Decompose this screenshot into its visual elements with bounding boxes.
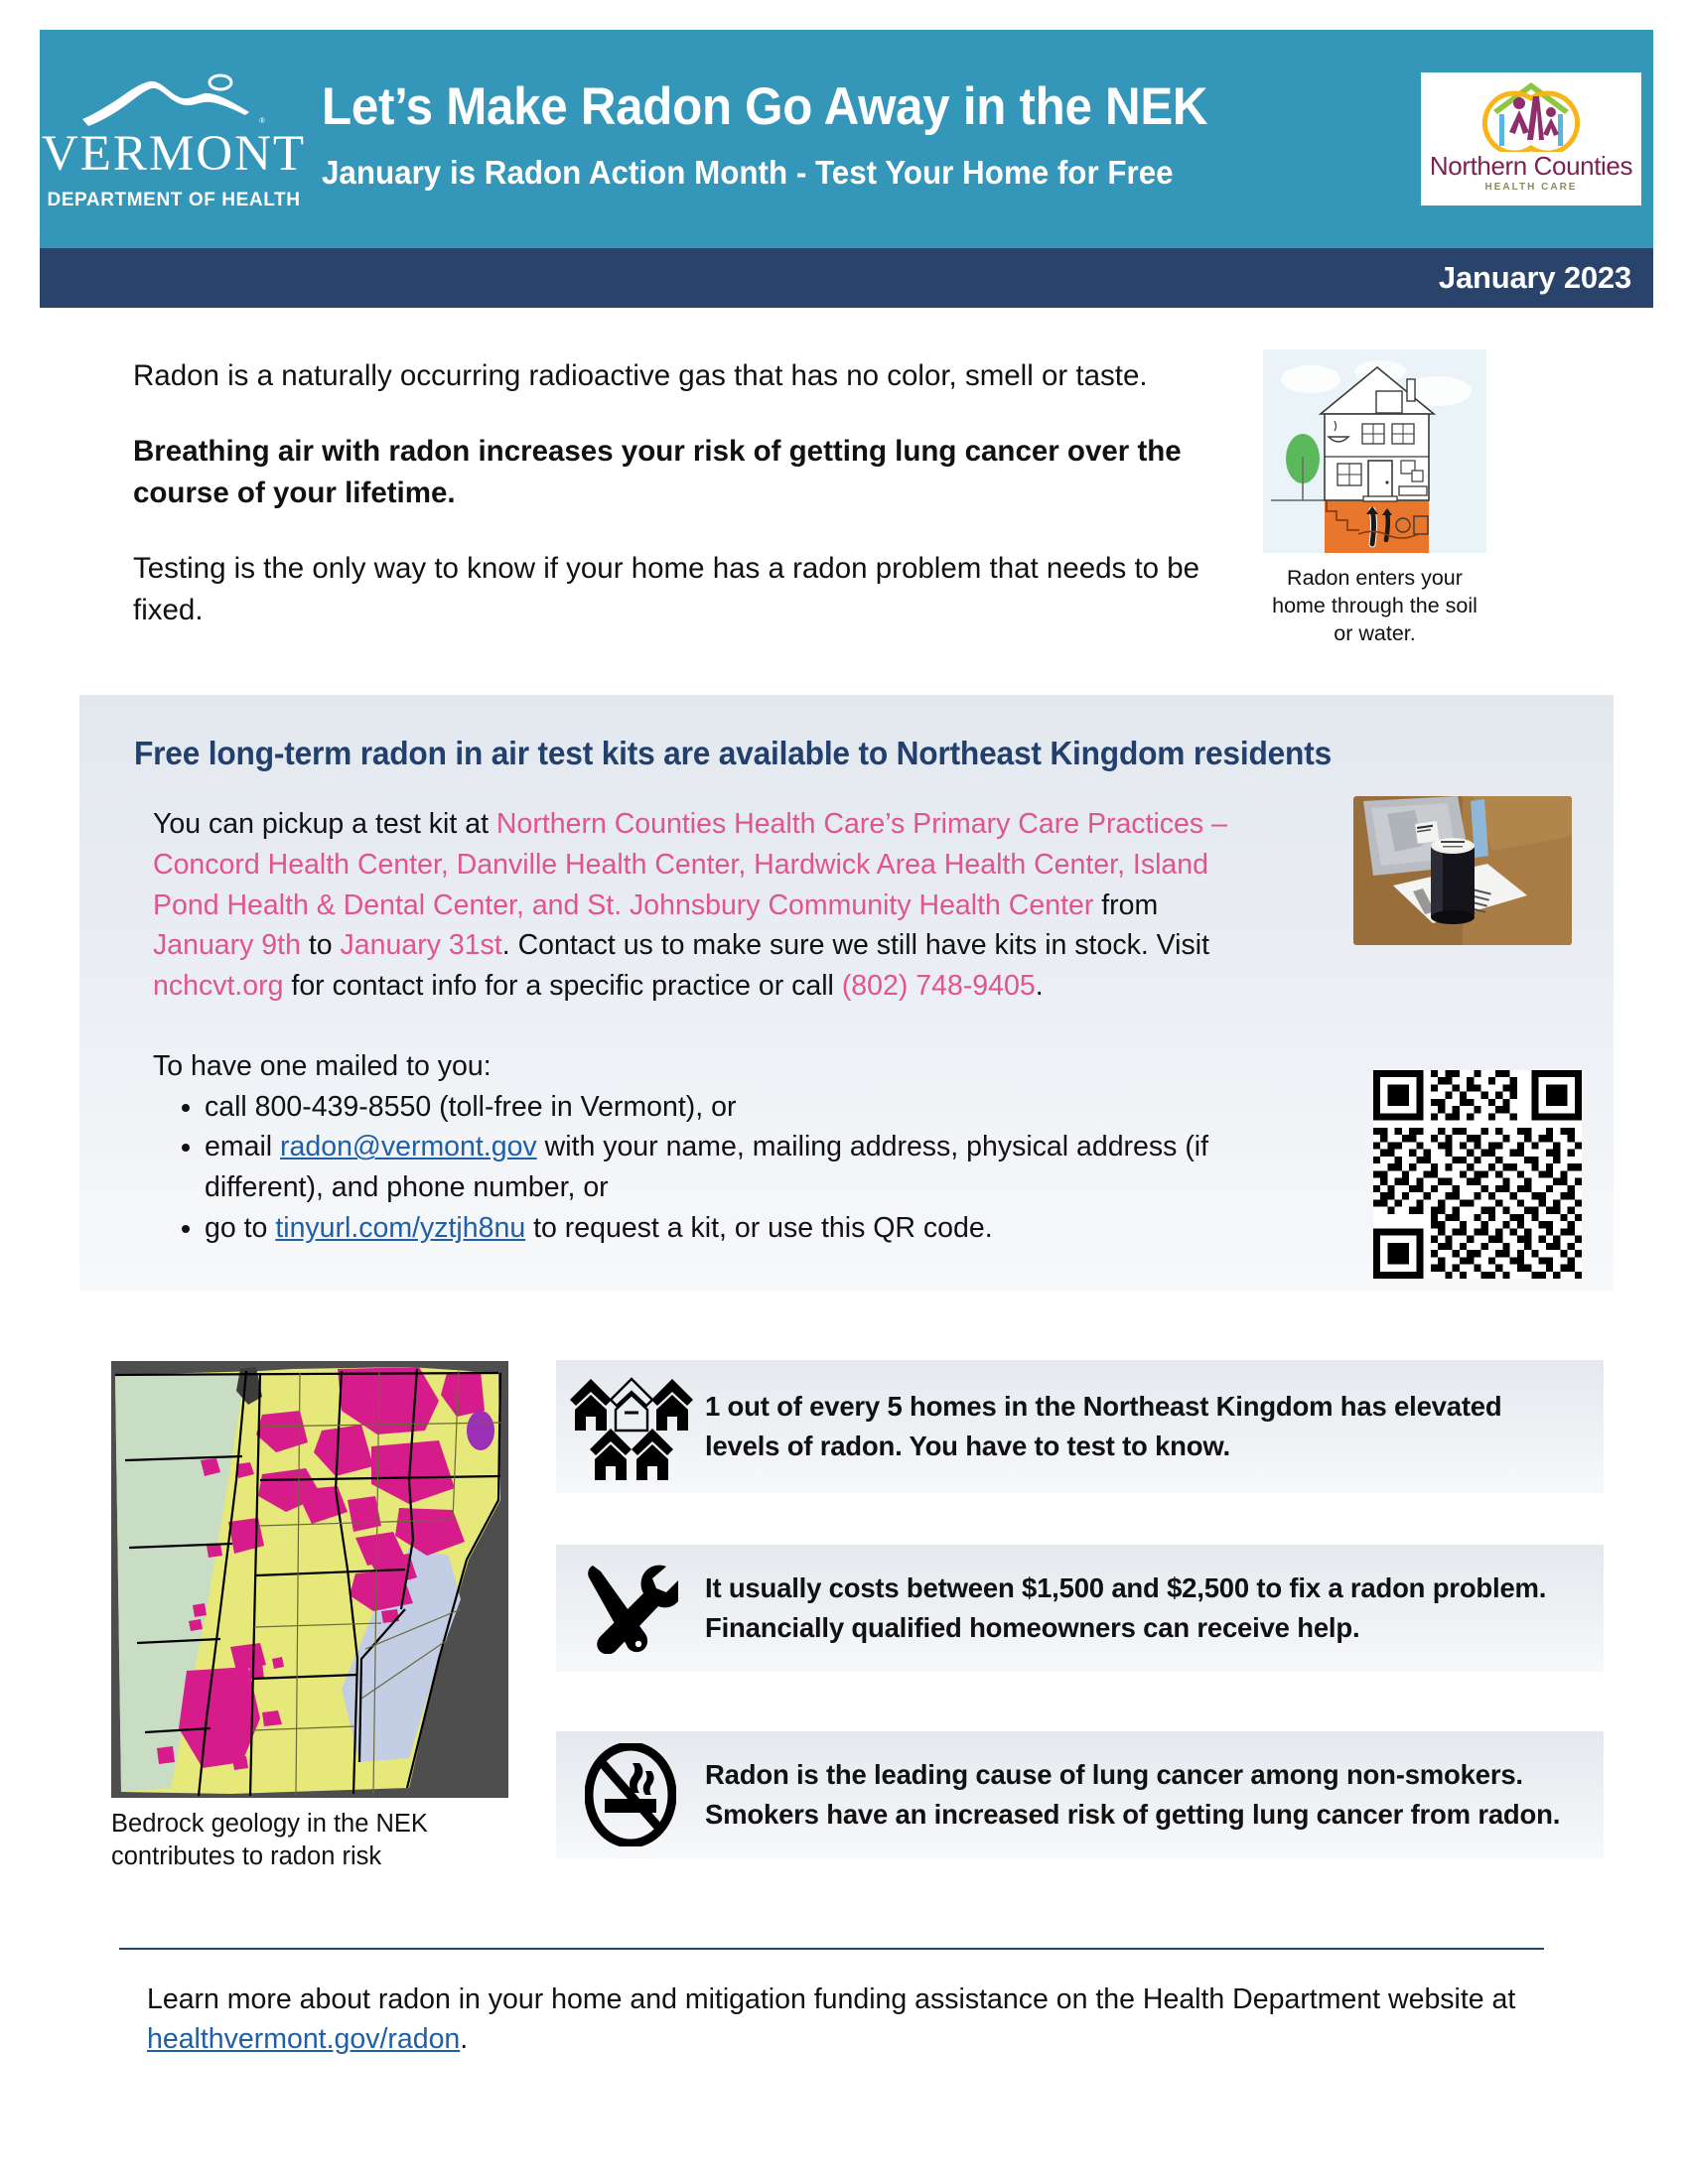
header-title-group — [308, 30, 1421, 248]
list-item — [205, 1208, 1230, 1249]
fact-box-lung-cancer — [556, 1731, 1604, 1858]
pickup-seg-1: You can pickup a test kit at — [153, 808, 496, 840]
nchc-phone: (802) 748-9405 — [841, 970, 1036, 1002]
bullet-1-before: call 800-439-8550 (toll-free in Vermont), or — [205, 1090, 737, 1123]
vermont-department-of-health-logo — [40, 30, 308, 248]
test-kit-panel — [79, 695, 1614, 1291]
house-figure — [1263, 349, 1486, 648]
mail-options-list — [153, 1087, 1230, 1249]
pickup-seg-9: for contact info for a specific practice or call — [283, 970, 842, 1002]
healthvermont-radon-link[interactable]: healthvermont.gov/radon — [147, 2023, 461, 2056]
bedrock-geology-figure — [111, 1361, 508, 1873]
partner-logo-tagline: HEALTH CARE — [1484, 182, 1578, 193]
intro-text-block — [133, 355, 1200, 664]
date-band — [40, 248, 1653, 308]
list-item — [205, 1087, 1230, 1128]
intro-paragraph-2: Breathing air with radon increases your risk of getting lung cancer over the course of your lifetime. — [133, 434, 1182, 509]
bullet-3-before: go to — [205, 1211, 276, 1244]
radon-entry-house-illustration — [1263, 349, 1486, 553]
nchc-website[interactable]: nchcvt.org — [153, 970, 284, 1002]
family-house-icon — [1481, 76, 1581, 152]
mailed-intro: To have one mailed to you: — [153, 1049, 492, 1082]
house-figure-caption: Radon enters your home through the soil or water. — [1272, 566, 1477, 645]
list-item — [205, 1127, 1230, 1208]
mountain-icon — [74, 73, 273, 131]
partner-logo-name: Northern Counties — [1429, 151, 1633, 181]
test-kit-photo — [1353, 796, 1572, 945]
intro-paragraph-3: Testing is the only way to know if your home has a radon problem that needs to be fixed. — [133, 551, 1200, 626]
svg-text:®: ® — [259, 115, 266, 125]
footer-after: . — [460, 2023, 469, 2056]
footer-divider — [119, 1948, 1544, 1950]
pickup-end-date: January 31st — [340, 929, 502, 962]
northern-counties-health-care-logo — [1421, 72, 1641, 205]
bullet-2-before: email — [205, 1131, 281, 1163]
fact-box-prevalence — [556, 1360, 1604, 1493]
pickup-seg-7: . Contact us to make sure we still have kits in stock. Visit — [501, 929, 1209, 962]
kit-pickup-paragraph — [153, 804, 1230, 1007]
intro-paragraph-1: Radon is a naturally occurring radioactive gas that has no color, smell or taste. — [133, 359, 1148, 392]
pickup-seg-5: to — [300, 929, 341, 962]
header-band — [40, 30, 1653, 248]
wrench-screwdriver-icon — [556, 1563, 705, 1654]
bullet-2-after: with your name, mailing address, physical address (if different), and phone number, or — [205, 1131, 1209, 1203]
test-kit-photo-image — [1353, 796, 1572, 945]
vermont-wordmark: VERMONT — [41, 125, 307, 182]
page-subtitle: January is Radon Action Month - Test Your Home for Free — [322, 153, 1174, 191]
issue-date: January 2023 — [1438, 260, 1631, 295]
fact-text-cost: It usually costs between $1,500 and $2,500 to fix a radon problem. Financially qualified homeowners can receive help. — [705, 1572, 1547, 1643]
qr-code[interactable] — [1373, 1070, 1582, 1279]
pickup-practices: Northern Counties Health Care’s Primary Care Practices – Concord Health Center, Danville Health Center, Hardwick Area Health Center, Island Pond Health & Dental Center, and St. Johnsbury Community Health Center — [153, 808, 1227, 921]
radon-email-link[interactable]: radon@vermont.gov — [280, 1131, 537, 1163]
footer-text — [147, 1979, 1557, 2060]
pickup-start-date: January 9th — [153, 929, 301, 962]
fact-text-prevalence: 1 out of every 5 homes in the Northeast Kingdom has elevated levels of radon. You have to test to know. — [705, 1391, 1502, 1461]
kit-panel-body — [153, 804, 1230, 1249]
bullet-3-after: to request a kit, or use this QR code. — [525, 1211, 993, 1244]
fact-text-lung-cancer: Radon is the leading cause of lung cancer among non-smokers. Smokers have an increased risk of getting lung cancer from radon. — [705, 1759, 1561, 1830]
tinyurl-kit-request-link[interactable]: tinyurl.com/yztjh8nu — [275, 1211, 526, 1244]
department-of-health-label: DEPARTMENT OF HEALTH — [47, 189, 301, 210]
fact-box-cost — [556, 1545, 1604, 1672]
no-smoking-icon — [556, 1743, 705, 1846]
kit-panel-heading: Free long-term radon in air test kits are available to Northeast Kingdom residents — [134, 735, 1332, 771]
footer-before: Learn more about radon in your home and mitigation funding assistance on the Health Department website at — [147, 1983, 1516, 2015]
five-houses-icon — [556, 1373, 705, 1480]
pickup-seg-11: . — [1035, 970, 1044, 1002]
page-title: Let’s Make Radon Go Away in the NEK — [322, 77, 1208, 137]
bedrock-geology-map-image — [111, 1361, 508, 1798]
map-figure-caption: Bedrock geology in the NEK contributes to radon risk — [111, 1810, 428, 1871]
pickup-seg-3: from — [1093, 888, 1159, 921]
